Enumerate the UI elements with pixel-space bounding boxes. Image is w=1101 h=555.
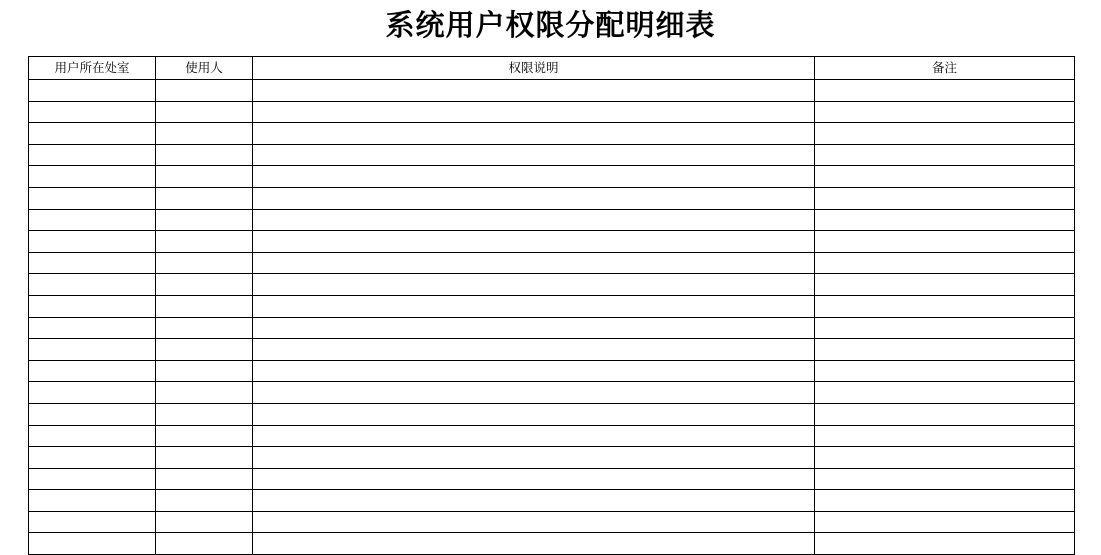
table-cell-user[interactable] [156,490,253,512]
table-cell-user[interactable] [156,231,253,253]
table-cell-remark[interactable] [815,339,1075,361]
table-cell-permission[interactable] [253,360,815,382]
table-cell-department[interactable] [29,231,156,253]
table-row[interactable] [29,382,1075,404]
table-row[interactable] [29,101,1075,123]
table-cell-department[interactable] [29,80,156,102]
table-cell-remark[interactable] [815,166,1075,188]
table-row[interactable] [29,166,1075,188]
table-row[interactable] [29,80,1075,102]
table-cell-permission[interactable] [253,101,815,123]
table-row[interactable] [29,252,1075,274]
table-row[interactable] [29,209,1075,231]
table-cell-permission[interactable] [253,274,815,296]
table-cell-user[interactable] [156,252,253,274]
table-cell-remark[interactable] [815,123,1075,145]
table-cell-permission[interactable] [253,425,815,447]
table-cell-department[interactable] [29,382,156,404]
table-cell-permission[interactable] [253,533,815,555]
column-header-user: 使用人 [156,57,253,80]
table-cell-permission[interactable] [253,511,815,533]
table-cell-user[interactable] [156,209,253,231]
table-cell-department[interactable] [29,425,156,447]
table-cell-user[interactable] [156,295,253,317]
table-body [29,80,1075,555]
permission-table [28,56,1075,555]
table-cell-user[interactable] [156,144,253,166]
table-cell-permission[interactable] [253,144,815,166]
table-cell-department[interactable] [29,339,156,361]
table-cell-user[interactable] [156,123,253,145]
table-row[interactable] [29,468,1075,490]
table-cell-user[interactable] [156,425,253,447]
table-row[interactable] [29,403,1075,425]
table-row[interactable] [29,533,1075,555]
table-cell-remark[interactable] [815,101,1075,123]
table-cell-permission[interactable] [253,209,815,231]
table-cell-department[interactable] [29,295,156,317]
table-cell-user[interactable] [156,533,253,555]
table-cell-department[interactable] [29,274,156,296]
table-cell-user[interactable] [156,468,253,490]
table-cell-remark[interactable] [815,209,1075,231]
table-cell-department[interactable] [29,123,156,145]
table-cell-permission[interactable] [253,231,815,253]
column-header-remark: 备注 [815,57,1075,80]
table-row[interactable] [29,447,1075,469]
table-cell-department[interactable] [29,144,156,166]
table-row[interactable] [29,490,1075,512]
table-cell-permission[interactable] [253,80,815,102]
table-cell-department[interactable] [29,403,156,425]
table-cell-user[interactable] [156,166,253,188]
table-cell-remark[interactable] [815,490,1075,512]
table-cell-remark[interactable] [815,468,1075,490]
table-cell-department[interactable] [29,490,156,512]
table-cell-permission[interactable] [253,295,815,317]
table-cell-department[interactable] [29,187,156,209]
table-cell-user[interactable] [156,317,253,339]
column-header-permission: 权限说明 [253,57,815,80]
table-cell-department[interactable] [29,533,156,555]
table-row[interactable] [29,339,1075,361]
table-row[interactable] [29,511,1075,533]
table-row[interactable] [29,317,1075,339]
table-cell-permission[interactable] [253,123,815,145]
table-cell-remark[interactable] [815,360,1075,382]
table-cell-remark[interactable] [815,382,1075,404]
table-cell-remark[interactable] [815,144,1075,166]
table-row[interactable] [29,231,1075,253]
table-cell-remark[interactable] [815,317,1075,339]
table-cell-permission[interactable] [253,468,815,490]
table-cell-permission[interactable] [253,317,815,339]
table-cell-user[interactable] [156,187,253,209]
table-row[interactable] [29,295,1075,317]
table-cell-permission[interactable] [253,403,815,425]
table-cell-remark[interactable] [815,425,1075,447]
table-cell-permission[interactable] [253,187,815,209]
table-cell-user[interactable] [156,339,253,361]
table-header [29,57,1075,80]
table-row[interactable] [29,187,1075,209]
table-cell-remark[interactable] [815,447,1075,469]
table-cell-user[interactable] [156,382,253,404]
table-cell-permission[interactable] [253,447,815,469]
table-cell-remark[interactable] [815,295,1075,317]
table-cell-user[interactable] [156,80,253,102]
table-row[interactable] [29,425,1075,447]
table-cell-remark[interactable] [815,80,1075,102]
table-cell-department[interactable] [29,101,156,123]
table-cell-permission[interactable] [253,382,815,404]
table-cell-department[interactable] [29,360,156,382]
table-cell-remark[interactable] [815,187,1075,209]
table-cell-department[interactable] [29,468,156,490]
table-row[interactable] [29,274,1075,296]
table-cell-department[interactable] [29,209,156,231]
table-row[interactable] [29,144,1075,166]
table-cell-user[interactable] [156,274,253,296]
table-cell-remark[interactable] [815,252,1075,274]
column-header-department: 用户所在处室 [29,57,156,80]
table-row[interactable] [29,360,1075,382]
table-cell-department[interactable] [29,447,156,469]
table-cell-remark[interactable] [815,403,1075,425]
table-cell-permission[interactable] [253,339,815,361]
table-cell-remark[interactable] [815,533,1075,555]
table-cell-department[interactable] [29,511,156,533]
table-cell-user[interactable] [156,511,253,533]
table-cell-permission[interactable] [253,490,815,512]
table-cell-user[interactable] [156,360,253,382]
permission-table-container [28,56,1074,555]
table-cell-remark[interactable] [815,274,1075,296]
table-cell-remark[interactable] [815,231,1075,253]
table-cell-department[interactable] [29,317,156,339]
table-cell-department[interactable] [29,252,156,274]
page-title: 系统用户权限分配明细表 [385,10,716,42]
table-cell-user[interactable] [156,101,253,123]
table-row[interactable] [29,123,1075,145]
table-cell-department[interactable] [29,166,156,188]
table-cell-user[interactable] [156,447,253,469]
table-cell-remark[interactable] [815,511,1075,533]
table-cell-user[interactable] [156,403,253,425]
table-cell-permission[interactable] [253,252,815,274]
table-cell-permission[interactable] [253,166,815,188]
table-header-row [29,57,1075,80]
